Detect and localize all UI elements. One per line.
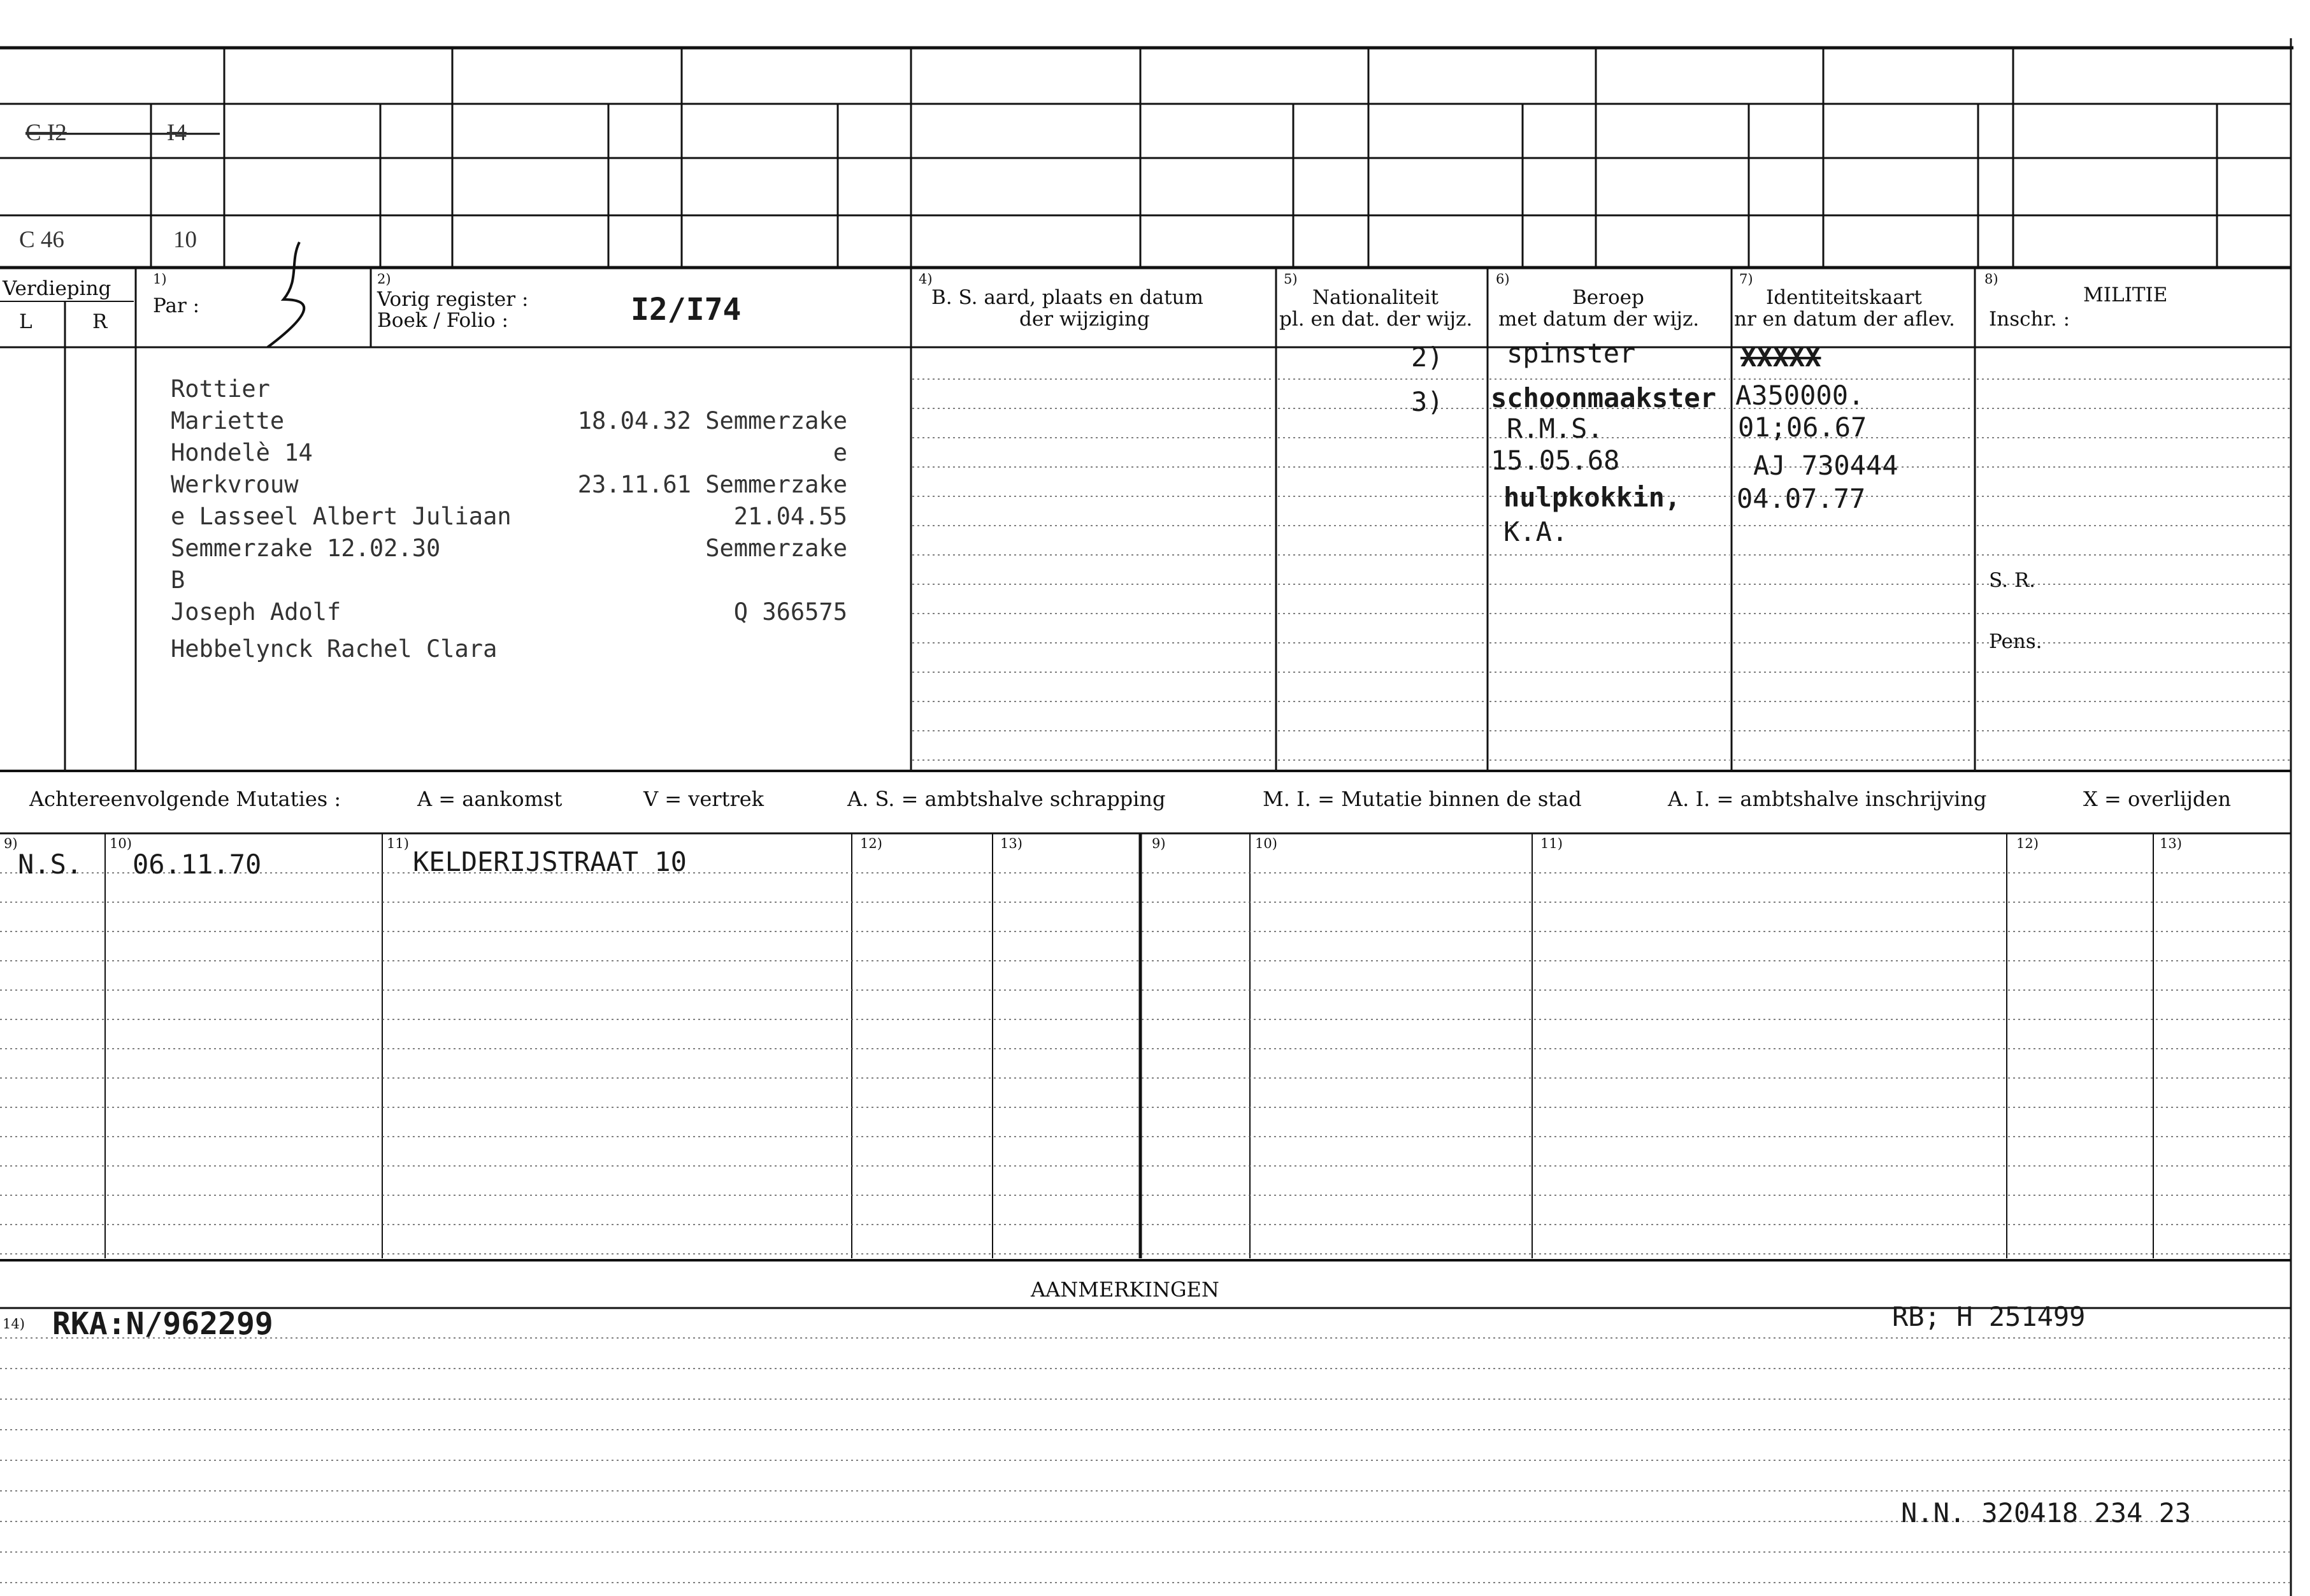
legend-ambtshalve-inschrijving: A. I. = ambtshalve inschrijving [1668,787,1987,811]
person-line-9-left: Hebbelynck Rachel Clara [171,635,498,663]
bs-label-line2: der wijziging [1019,308,1150,331]
legend-vertrek: V = vertrek [643,787,764,811]
nationaliteit-label-line1: Nationaliteit [1312,286,1439,309]
beroep-label-line1: Beroep [1572,286,1644,309]
national-number: N.N. 320418 234 23 [1901,1497,2192,1528]
mutatie-row1-address: KELDERIJSTRAAT 10 [413,846,687,877]
inschr-label: Inschr. : [1989,308,2070,331]
mutatie-row1-type: N.S. [18,849,83,880]
aanmerkingen-number: 14) [3,1316,25,1332]
pens-label: Pens. [1989,630,2042,653]
person-line-8-left: Joseph Adolf [171,598,341,626]
verdieping-label: Verdieping [3,277,111,300]
identiteit-entry-1: XXXXX [1740,341,1821,373]
person-line-3-right: e [833,439,847,466]
bs-number: 4) [919,271,933,287]
mutaties-label: Achtereenvolgende Mutaties : [29,787,341,811]
legend-overlijden: X = overlijden [2083,787,2231,811]
mut-col-num-11-right: 11) [1540,836,1563,851]
rb-number: RB; H 251499 [1892,1301,2086,1332]
person-line-2-left: Mariette [171,407,285,435]
mut-col-num-13-right: 13) [2160,836,2182,851]
person-line-4-left: Werkvrouw [171,471,299,498]
identiteit-label-line1: Identiteitskaart [1766,286,1922,309]
vorig-register-label: Vorig register : [377,288,529,311]
identiteit-entry-2: A350000. [1735,380,1865,411]
person-line-7-left: B [171,566,185,594]
beroep-number: 6) [1496,271,1510,287]
person-line-6-right: Semmerzake [705,535,847,562]
person-line-2-right: 18.04.32 Semmerzake [577,407,847,435]
person-line-6-left: Semmerzake 12.02.30 [171,535,441,562]
person-line-5-left: e Lasseel Albert Juliaan [171,503,512,530]
beroep-entry-3: R.M.S. [1507,413,1603,444]
vorig-register-number: 2) [377,271,391,287]
militie-number: 8) [1984,271,1998,287]
top-row-current-col-a: C 46 [19,227,64,253]
person-line-1-left: Rottier [171,375,270,403]
verdieping-l-label: L [19,310,32,333]
legend-aankomst: A = aankomst [417,787,563,811]
person-line-4-right: 23.11.61 Semmerzake [577,471,847,498]
mut-col-num-9: 9) [4,836,18,851]
beroep-entry-2: schoonmaakster [1491,382,1717,413]
legend-mutatie-binnen-stad: M. I. = Mutatie binnen de stad [1263,787,1582,811]
identiteit-entry-4: AJ 730444 [1753,450,1898,481]
mut-col-num-9-right: 9) [1152,836,1166,851]
beroep-label-line2: met datum der wijz. [1498,308,1700,331]
nationaliteit-number: 5) [1284,271,1298,287]
identiteit-number: 7) [1739,271,1753,287]
nationaliteit-label-line2: pl. en dat. der wijz. [1279,308,1473,331]
verdieping-r-label: R [92,310,108,333]
par-label: Par : [153,294,200,317]
beroep-entry-1: spinster [1507,338,1636,369]
person-line-3-left: Hondelè 14 [171,439,313,466]
top-row-current-col-b: 10 [173,227,197,253]
nationality-entry-1: 2) [1411,341,1444,373]
par-number: 1) [153,271,167,287]
identiteit-label-line2: nr en datum der aflev. [1734,308,1955,331]
boek-folio-label: Boek / Folio : [377,309,508,332]
rka-number: RKA:N/962299 [52,1306,273,1342]
mut-col-num-11: 11) [387,836,409,851]
identiteit-entry-5: 04.07.77 [1737,483,1866,514]
sr-label: S. R. [1989,569,2036,592]
identiteit-entry-3: 01;06.67 [1738,412,1867,443]
aanmerkingen-title: AANMERKINGEN [1031,1277,1219,1302]
mut-col-num-12-right: 12) [2016,836,2039,851]
mutatie-row1-date: 06.11.70 [133,849,262,880]
nationality-entry-2: 3) [1411,386,1444,417]
mut-col-num-10-right: 10) [1255,836,1277,851]
vorig-register-value: I2/I74 [631,292,742,327]
beroep-entry-4: 15.05.68 [1491,445,1620,476]
person-line-5-right: 21.04.55 [733,503,847,530]
legend-ambtshalve-schrapping: A. S. = ambtshalve schrapping [847,787,1166,811]
mut-col-num-10: 10) [110,836,132,851]
bs-label-line1: B. S. aard, plaats en datum [931,286,1203,309]
beroep-entry-5: hulpkokkin, [1503,482,1681,513]
top-row-struck-col-b: I4 [167,120,187,146]
mut-col-num-13: 13) [1000,836,1022,851]
militie-title: MILITIE [2083,284,2168,306]
person-line-8-right: Q 366575 [733,598,847,626]
top-row-struck-col-a: C I2 [25,120,67,146]
beroep-entry-6: K.A. [1503,516,1568,547]
mut-col-num-12: 12) [860,836,882,851]
